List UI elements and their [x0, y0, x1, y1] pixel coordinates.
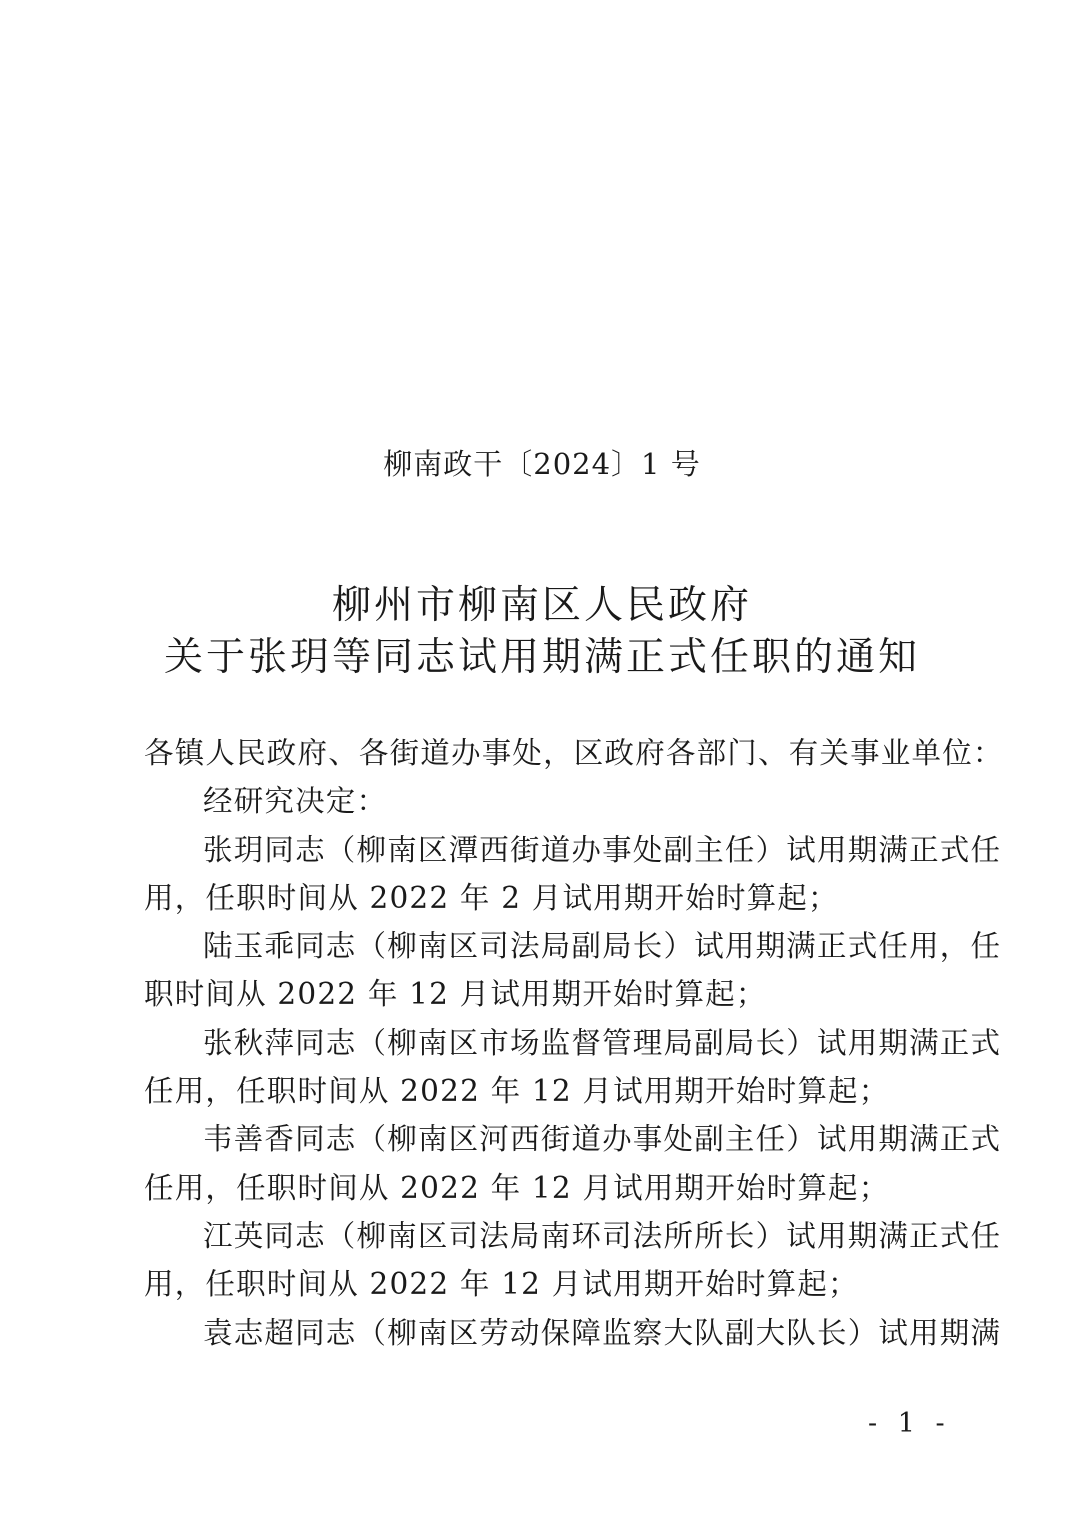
paragraph-2-line-2: 职时间从 2022 年 12 月试用期开始时算起； [144, 977, 767, 1011]
paragraph-3-line-1: 张秋萍同志（柳南区市场监督管理局副局长）试用期满正式 [203, 1026, 1002, 1060]
paragraph-4-line-2: 任用，任职时间从 2022 年 12 月试用期开始时算起； [144, 1171, 890, 1205]
paragraph-1-line-2: 用，任职时间从 2022 年 2 月试用期开始时算起； [144, 881, 839, 915]
document-title-line-1: 柳州市柳南区人民政府 [331, 583, 752, 628]
paragraph-2-line-1: 陆玉乖同志（柳南区司法局副局长）试用期满正式任用，任 [203, 929, 1002, 963]
paragraph-1-line-1: 张玥同志（柳南区潭西街道办事处副主任）试用期满正式任 [203, 833, 1002, 867]
page-number: - 1 - [868, 1408, 951, 1439]
document-number: 柳南政干〔2024〕1 号 [383, 447, 701, 481]
paragraph-3-line-2: 任用，任职时间从 2022 年 12 月试用期开始时算起； [144, 1074, 890, 1108]
intro-line: 经研究决定： [203, 784, 388, 818]
salutation: 各镇人民政府、各街道办事处，区政府各部门、有关事业单位： [144, 736, 1004, 770]
paragraph-5-line-1: 江英同志（柳南区司法局南环司法所所长）试用期满正式任 [203, 1219, 1002, 1253]
document-title-line-2: 关于张玥等同志试用期满正式任职的通知 [163, 635, 920, 680]
paragraph-6-line-1: 袁志超同志（柳南区劳动保障监察大队副大队长）试用期满 [203, 1316, 1002, 1350]
paragraph-4-line-1: 韦善香同志（柳南区河西街道办事处副主任）试用期满正式 [203, 1122, 1002, 1156]
paragraph-5-line-2: 用，任职时间从 2022 年 12 月试用期开始时算起； [144, 1267, 859, 1301]
